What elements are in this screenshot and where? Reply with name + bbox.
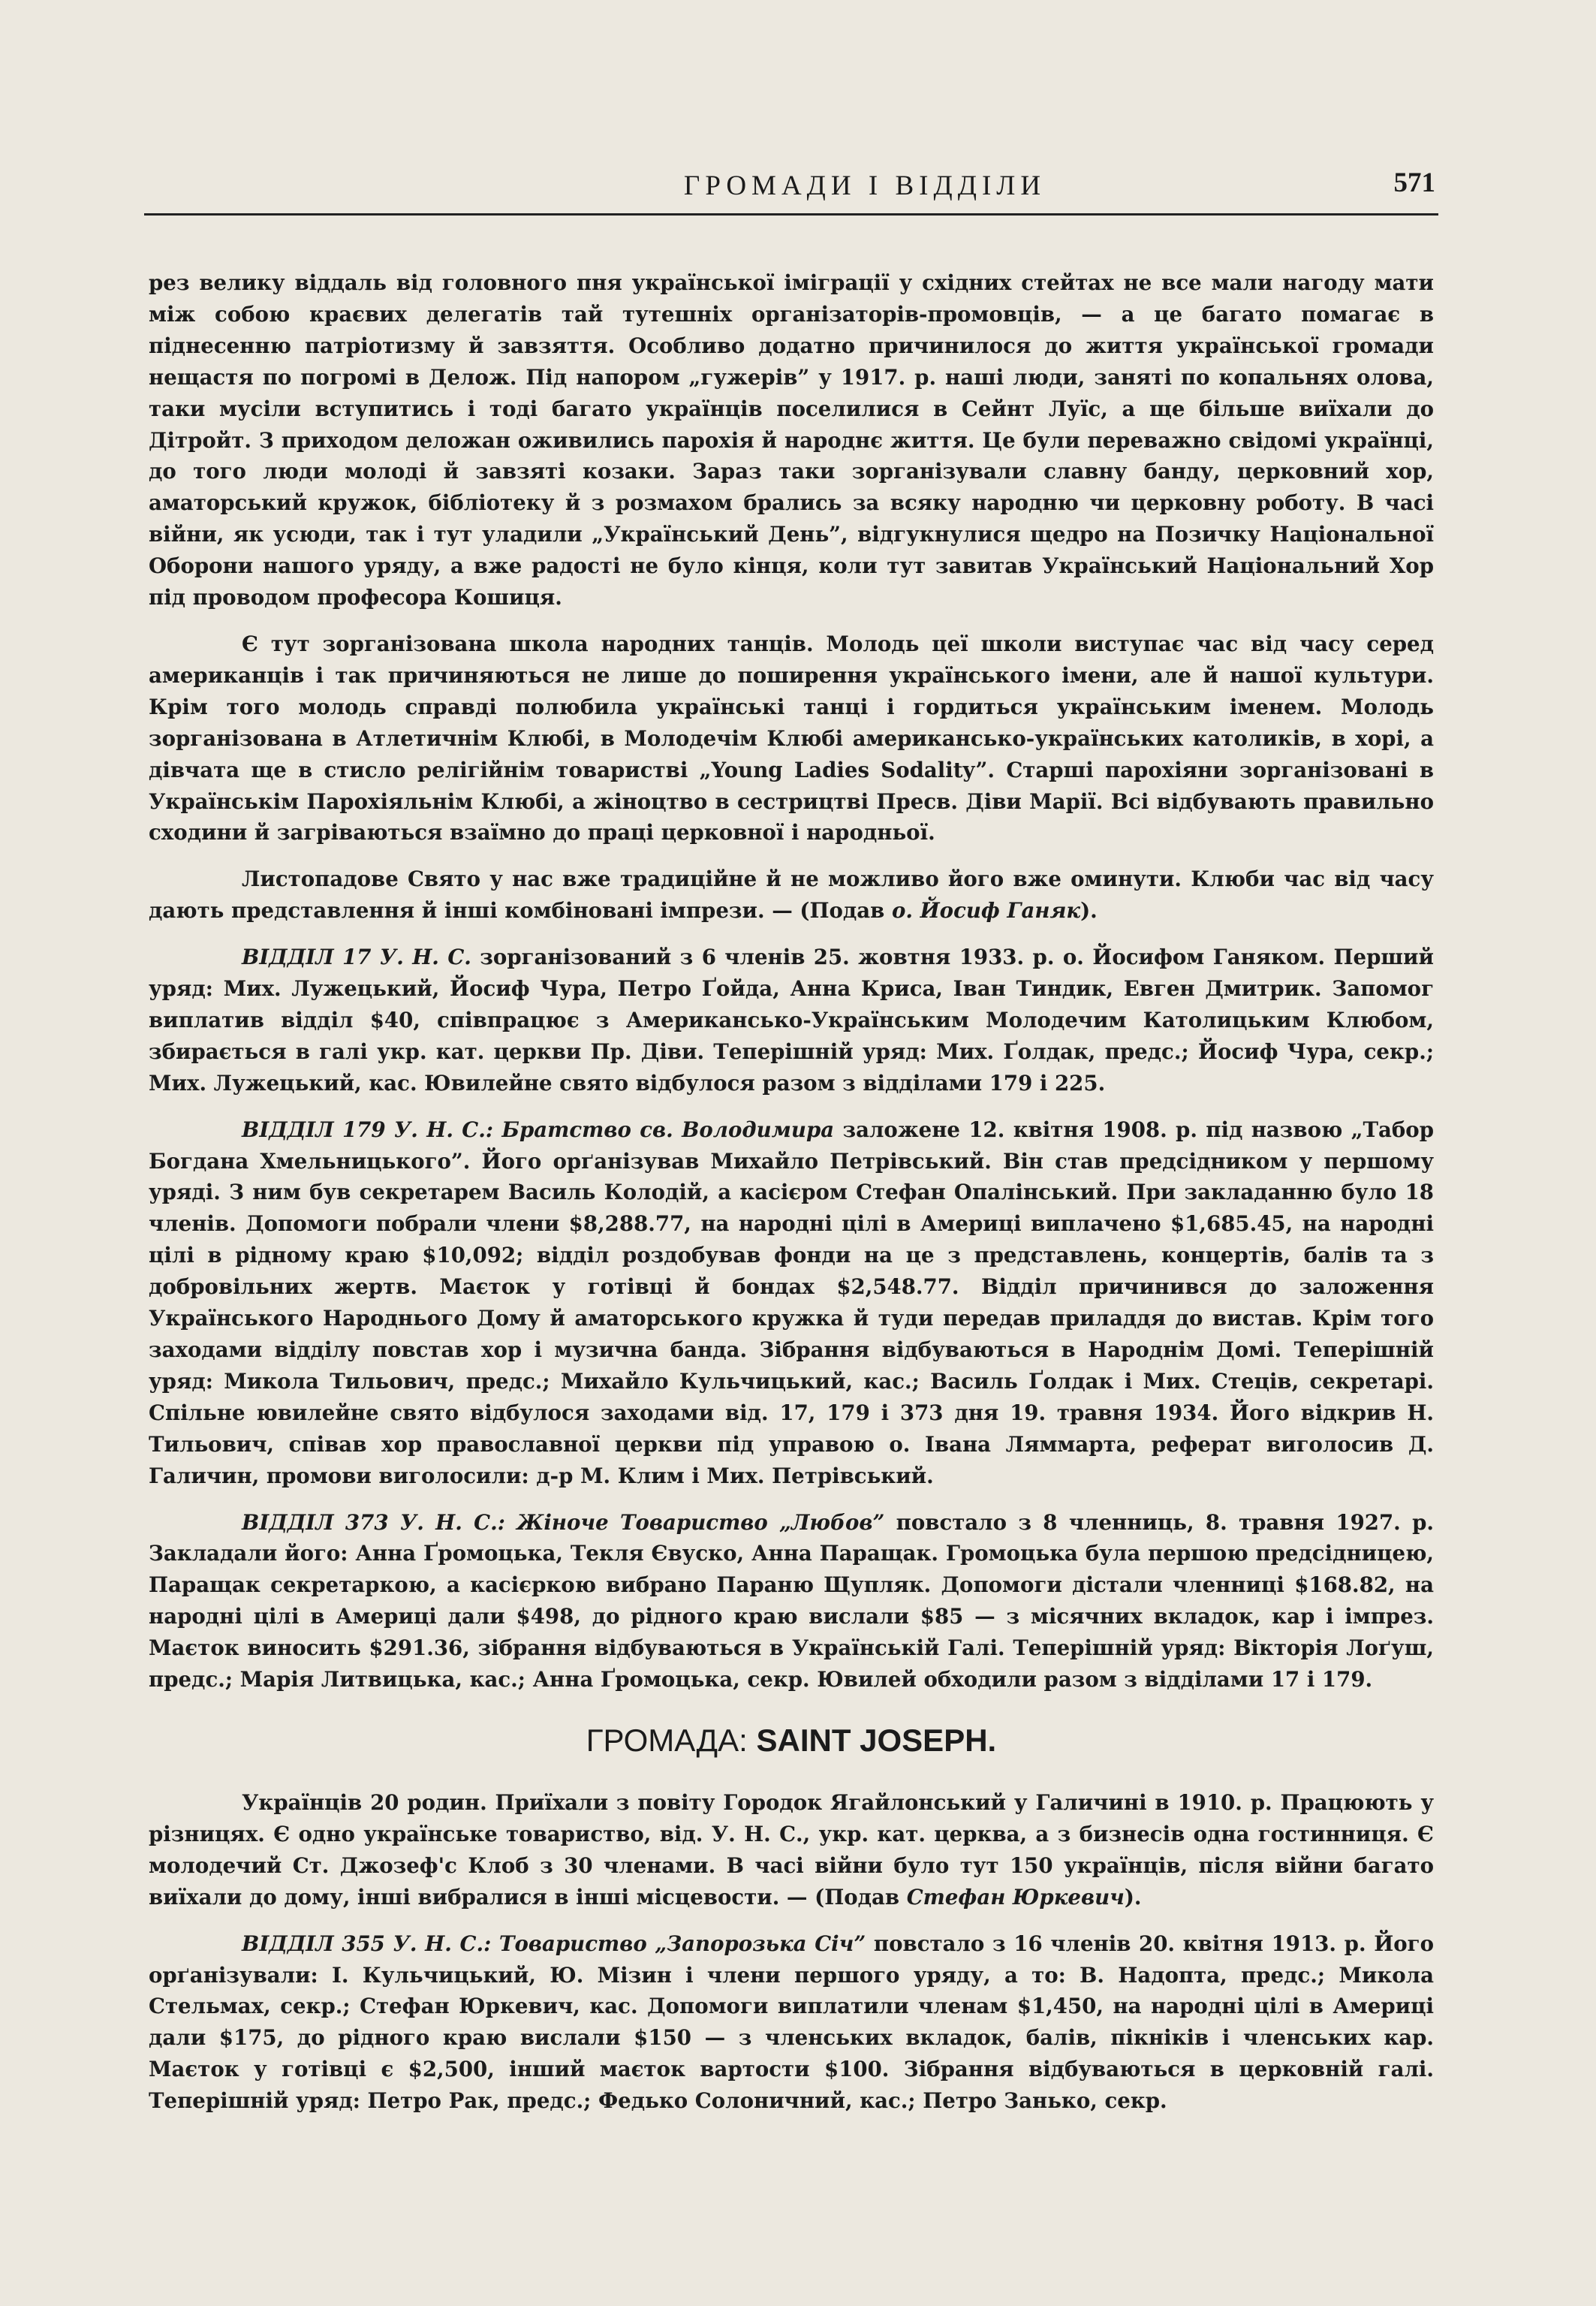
paragraph-dance-school: Є тут зорганізована школа народних танців. Молодь цеї школи виступає час від часу серед американців і так причиняються не лише до поширення українського імени, але й нашої культури. Крім того молодь справді полюбила українські танці і гордиться українським іменем. Молодь зорганізована в Атлетичнім Клюбі, в Молодечім Клюбі американсько-українських католиків, в хорі, а дівчата ще в стисло релігійнім товаристві „Young Ladies Sodality”. Старші парохіяни зорганізовані в Українськім Парохіяльнім Клюбі, а жіноцтво в сестрицтві Пресв. Діви Марії. Всі відбувають правильно сходини й загріваються взаїмно до праці церковної і народньої. [149, 631, 1434, 846]
branch-title: ВІДДІЛ 179 У. Н. С.: Братство св. Володимира [242, 1117, 835, 1142]
running-title: ГРОМАДИ І ВІДДІЛИ [683, 170, 1046, 201]
author-credit: Стефан Юркевич [906, 1884, 1125, 1910]
header-rule [144, 213, 1438, 216]
entry-text: зорганізований з 6 членів 25. жовтня 1933. р. о. Йосифом Ганяком. Перший уряд: Мих. Лужецький, Йосиф Чура, Петро Ґойда, Анна Криса, Іван Тиндик, Евген Дмитрик. Запомог виплатив відділ $40, співпрацює з Американсько-Українським Молодечим Католицьким Клюбом, збирається в галі укр. кат. церкви Пр. Діви. Теперішній уряд: Мих. Ґолдак, предс.; Йосиф Чура, секр.; Мих. Лужецький, кас. Ювилейне свято відбулося разом з відділами 179 і 225. [149, 945, 1434, 1096]
paragraph-end: ). [1080, 898, 1098, 924]
page-body [149, 267, 1434, 2190]
paragraph-text: Листопадове Свято у нас вже традиційне й не можливо його вже оминути. Клюби час від часу дають представлення й інші комбіновані імпрези. — (Подав [149, 867, 1434, 924]
branch-title: ВІДДІЛ 17 У. Н. С. [242, 945, 471, 970]
entry-text: повстало з 16 членів 20. квітня 1913. р. Його орґанізували: І. Кульчицький, Ю. Мізин і члени першого уряду, а то: В. Надопта, предс.; Микола Стельмах, секр.; Стефан Юркевич, кас. Допомоги виплатили членам $1,450, на народні цілі в Америці дали $175, до рідного краю вислали $150 — з членських вкладок, балів, пікніків і членських кар. Маєток у готівці є $2,500, інший маєток вартости $100. Зібрання відбуваються в церковній галі. Теперішній уряд: Петро Рак, предс.; Федько Солоничний, кас.; Петро Занько, секр. [149, 1931, 1434, 2114]
page-header [144, 167, 1438, 215]
author-credit: о. Йосиф Ганяк [891, 898, 1081, 924]
paragraph-november-holiday [149, 864, 1434, 927]
entry-branch-373 [149, 1507, 1434, 1696]
heading-label: ГРОМАДА: [586, 1722, 757, 1758]
paragraph-end: ). [1124, 1884, 1142, 1910]
branch-title: ВІДДІЛ 355 У. Н. С.: Товариство „Запорозька Січ” [242, 1931, 866, 1956]
heading-place-name: SAINT JOSEPH. [756, 1722, 997, 1758]
entry-branch-179 [149, 1114, 1434, 1492]
paragraph-text: Українців 20 родин. Приїхали з повіту Городок Ягайлонський у Галичині в 1910. р. Працюють у різницях. Є одно українське товариство, від. У. Н. С., укр. кат. церква, а з бизнесів одна гостинниця. Є молодечий Ст. Джозеф'с Клоб з 30 членами. В часі війни було тут 150 українців, після війни багато виїхали до дому, інші вибралися в інші місцевости. — (Подав [149, 1789, 1434, 1910]
branch-title: ВІДДІЛ 373 У. Н. С.: Жіноче Товариство „Любов” [242, 1509, 885, 1535]
paragraph-community-overview [149, 1787, 1434, 1913]
community-heading [149, 1721, 1434, 1760]
entry-text: повстало з 8 членниць, 8. травня 1927. р. Закладали його: Анна Ґромоцька, Текля Євуско, Анна Паращак. Громоцька була першою предсідницею, Паращак секретаркою, а касієркою вибрано Параню Щупляк. Допомоги дістали членниці $168.82, на народні цілі в Америці дали $498, до рідного краю вислали $85 — з місячних вкладок, кар і імпрез. Маєток виносить $291.36, зібрання відбуваються в Українській Галі. Теперішній уряд: Вікторія Лоґуш, предс.; Марія Литвицька, кас.; Анна Ґромоцька, секр. Ювилей обходили разом з відділами 17 і 179. [149, 1509, 1434, 1693]
entry-branch-17 [149, 942, 1434, 1099]
entry-branch-355 [149, 1928, 1434, 2117]
entry-text: заложене 12. квітня 1908. р. під назвою „Табор Богдана Хмельницького”. Його орґанізував Михайло Петрівський. Він став предсідником у першому уряді. З ним був секретарем Василь Колодій, а касієром Стефан Опалінський. При закладанню було 18 членів. Допомоги побрали члени $8,288.77, на народні цілі в Америці виплачено $1,685.45, на народні цілі в рідному краю $10,092; відділ роздобував фонди на це з представлень, концертів, балів та з добровільних жертв. Маєток у готівці й бондах $2,548.77. Відділ причинився до заложення Українського Народнього Дому й аматорського кружка й туди передав приладдя до вистав. Крім того заходами відділу повстав хор і музична банда. Зібрання відбуваються в Народнім Домі. Теперішній уряд: Микола Тильович, предс.; Михайло Кульчицький, кас.; Василь Ґолдак і Мих. Стеців, секретарі. Спільне ювилейне свято відбулося заходами від. 17, 179 і 373 дня 19. травня 1934. Його відкрив Н. Тильович, співав хор православної церкви під управою о. Івана Ляммарта, реферат виголосив Д. Галичин, промови виголосили: д-р М. Клим і Мих. Петрівський. [149, 1117, 1434, 1488]
page-number: 571 [1393, 167, 1435, 198]
paragraph-continuation: рез велику віддаль від головного пня української іміграції у східних стейтах не все мали нагоду мати між собою краєвих делегатів тай тутешніх організаторів-промовців, — а це багато помагає в піднесенню патріотизму й завзяття. Особливо додатно причинилося до життя української громади нещастя по погромі в Делож. Під напором „гужерів” у 1917. р. наші люди, заняті по копальнях олова, таки мусіли вступитись і тоді багато українців поселилися в Сейнт Луїс, а ще більше виїхали до Дітройт. З приходом деложан оживились парохія й народнє життя. Це були переважно свідомі українці, до того люди молоді й завзяті козаки. Зараз таки зорганізували славну банду, церковний хор, аматорський кружок, бібліотеку й з розмахом брались за всяку народню чи церковну роботу. В часі війни, як усюди, так і тут уладили „Український День”, відгукнулися щедро на Позичку Національної Оборони нашого уряду, а вже радості не було кінця, коли тут завитав Український Національний Хор під проводом професора Кошиця. [149, 270, 1434, 610]
